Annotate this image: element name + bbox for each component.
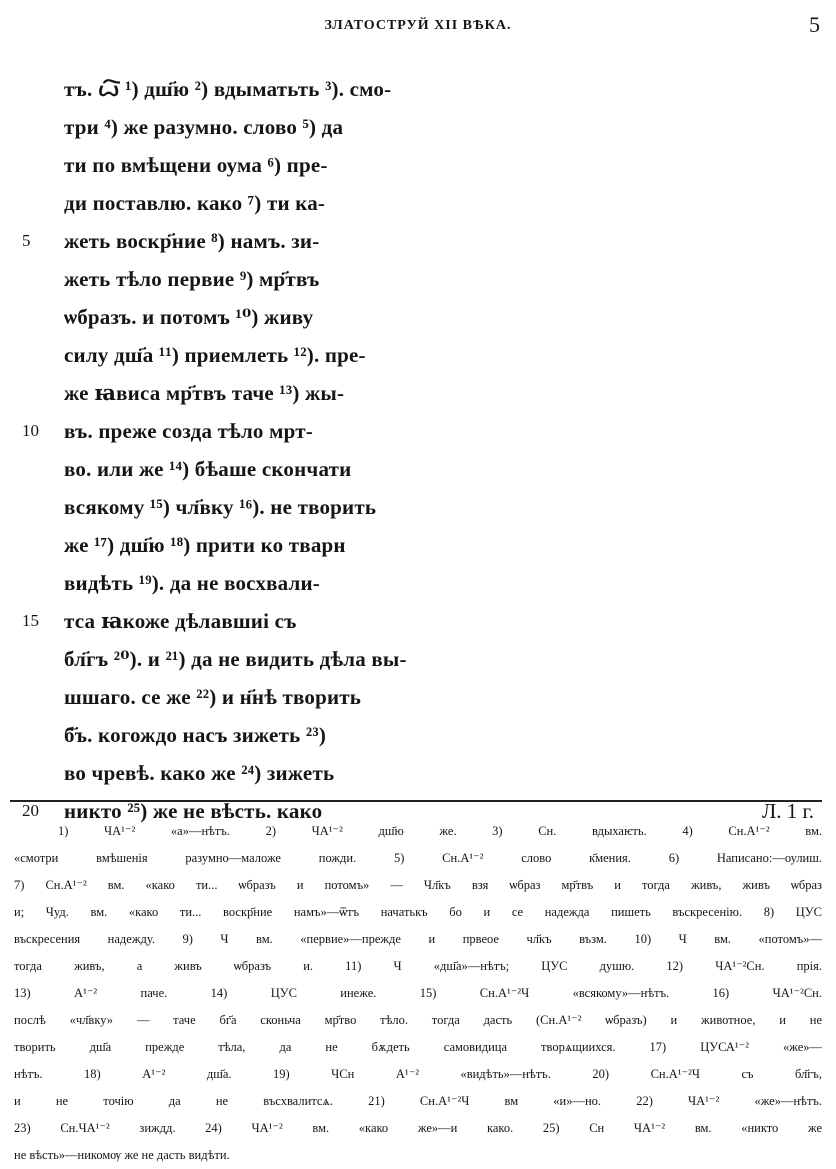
text-line xyxy=(0,374,836,412)
line-text: силу дш҃а ¹¹) приемлеть ¹²). пре- xyxy=(64,343,366,367)
line-number: 15 xyxy=(22,611,39,630)
footnote-line: въскресения надежду. 9) Ч вм. «первие»—прежде и првеое чл҃къ възм. 10) Ч вм. «потомъ»— xyxy=(14,932,822,946)
line-number: 10 xyxy=(22,421,39,440)
line-text: жеть тѣло первие ⁹) мр҃твъ xyxy=(64,267,320,291)
line-number: 20 xyxy=(22,801,39,820)
text-line xyxy=(0,184,836,222)
text-line xyxy=(0,602,836,640)
text-line xyxy=(0,336,836,374)
line-text: ѡбразъ. и потомъ ¹⁰) живу xyxy=(64,305,314,329)
footnote-divider xyxy=(10,800,822,802)
page-number: 5 xyxy=(809,12,820,37)
text-line xyxy=(0,450,836,488)
footnote-line: 13) А¹⁻² паче. 14) ЦУС инеже. 15) Сн.А¹⁻²Ч «всякому»—нѣтъ. 16) ЧА¹⁻²Сн. xyxy=(14,986,822,1000)
running-title: ЗЛАТОСТРУЙ XII ВѢКА. xyxy=(324,18,512,33)
text-line xyxy=(0,678,836,716)
text-line xyxy=(0,108,836,146)
line-text: ти по вмѣщени оума ⁶) пре- xyxy=(64,153,328,177)
line-number: 5 xyxy=(22,231,31,250)
line-text: б҃ъ. когождо насъ зижеть ²³) xyxy=(64,723,327,747)
text-line xyxy=(0,70,836,108)
line-text: видѣть ¹⁹). да не восхвали- xyxy=(64,571,321,595)
text-line xyxy=(0,716,836,754)
line-text: никто ²⁵) же не вѣсть. како xyxy=(64,799,323,823)
line-text: же ¹⁷) дш҃ю ¹⁸) прити ко тварн xyxy=(64,533,346,557)
text-line xyxy=(0,298,836,336)
text-line xyxy=(0,412,836,450)
line-text: во. или же ¹⁴) бѣаше скончати xyxy=(64,457,352,481)
line-text: шшаго. се же ²²) и н҃нѣ творить xyxy=(64,685,362,709)
line-text: тъ. ꙍ҇ ¹) дш҃ю ²) вдыматьть ³). смо- xyxy=(64,77,392,101)
footnote-line: 23) Сн.ЧА¹⁻² зиждд. 24) ЧА¹⁻² вм. «како же»—и како. 25) Сн ЧА¹⁻² вм. «никто же xyxy=(14,1121,822,1135)
text-line xyxy=(0,146,836,184)
line-text: три ⁴) же разумно. слово ⁵) да xyxy=(64,115,344,139)
footnote-line: не вѣсть»—никомѹ же не дасть видѣти. xyxy=(14,1148,230,1162)
line-text: въ. преже созда тѣло мрт- xyxy=(64,419,313,443)
text-line xyxy=(0,222,836,260)
text-line xyxy=(0,260,836,298)
main-text-block xyxy=(0,70,836,830)
text-line xyxy=(0,754,836,792)
text-line xyxy=(0,488,836,526)
text-line xyxy=(0,564,836,602)
line-text: жеть воскр҃ние ⁸) намъ. зи- xyxy=(64,229,320,253)
line-text: тса ꙗкоже дѣлавшиі съ xyxy=(64,609,297,633)
footnote-line: послѣ «чл҃вку» — таче бг҃а сконьча мр҃тво тѣло. тогда дасть (Сн.А¹⁻² ѡбразъ) и животное, и не xyxy=(14,1013,822,1027)
footnote-line: и; Чуд. вм. «како ти... воскр҃ние намъ»—ѿтъ начатькъ бо и се надежда пишеть въскресенію. 8) ЦУС xyxy=(14,905,822,919)
footnote-line: творить дш҃а прежде тѣла, да не бѫдеть самовидица творѧщиихся. 17) ЦУСА¹⁻² «же»— xyxy=(14,1040,822,1054)
line-text: ди поставлю. како ⁷) ти ка- xyxy=(64,191,326,215)
footnote-line: нѣтъ. 18) А¹⁻² дш҃а. 19) ЧСн А¹⁻² «видѣть»—нѣтъ. 20) Сн.А¹⁻²Ч съ бл҃гъ, xyxy=(14,1067,822,1081)
line-text: во чревѣ. како же ²⁴) зижеть xyxy=(64,761,335,785)
footnote-line: и не точію да не въсхвалитсѧ. 21) Сн.А¹⁻²Ч вм «и»—но. 22) ЧА¹⁻² «же»—нѣтъ. xyxy=(14,1094,822,1108)
line-text: бл҃гъ ²⁰). и ²¹) да не видить дѣла вы- xyxy=(64,647,407,671)
footnote-line: тогда живъ, а живъ ѡбразъ и. 11) Ч «дш҃а»—нѣтъ; ЦУС душю. 12) ЧА¹⁻²Сн. прія. xyxy=(14,959,822,973)
line-text: всякому ¹⁵) чл҃вку ¹⁶). не творить xyxy=(64,495,377,519)
footnote-line: 1) ЧА¹⁻² «а»—нѣтъ. 2) ЧА¹⁻² дш҃ю же. 3) Сн. вдыхаѥть. 4) Сн.А¹⁻² вм. xyxy=(58,824,822,838)
footnotes-block xyxy=(14,818,822,1169)
footnote-line: 7) Сн.А¹⁻² вм. «како ти... ѡбразъ и потомъ» — Чл҃къ взя ѡбраз мр҃твъ и тогда живъ, живъ ѡбраз xyxy=(14,878,822,892)
leaf-marker: Л. 1 г. xyxy=(762,799,814,823)
line-text: же ꙗвиса мр҃твъ таче ¹³) жы- xyxy=(64,381,345,405)
text-line xyxy=(0,640,836,678)
text-line xyxy=(0,526,836,564)
footnote-line: «смотри вмѣшенія разумно—маложе пожди. 5) Сн.А¹⁻² слово к҃мения. 6) Написано:—оулиш. xyxy=(14,851,822,865)
